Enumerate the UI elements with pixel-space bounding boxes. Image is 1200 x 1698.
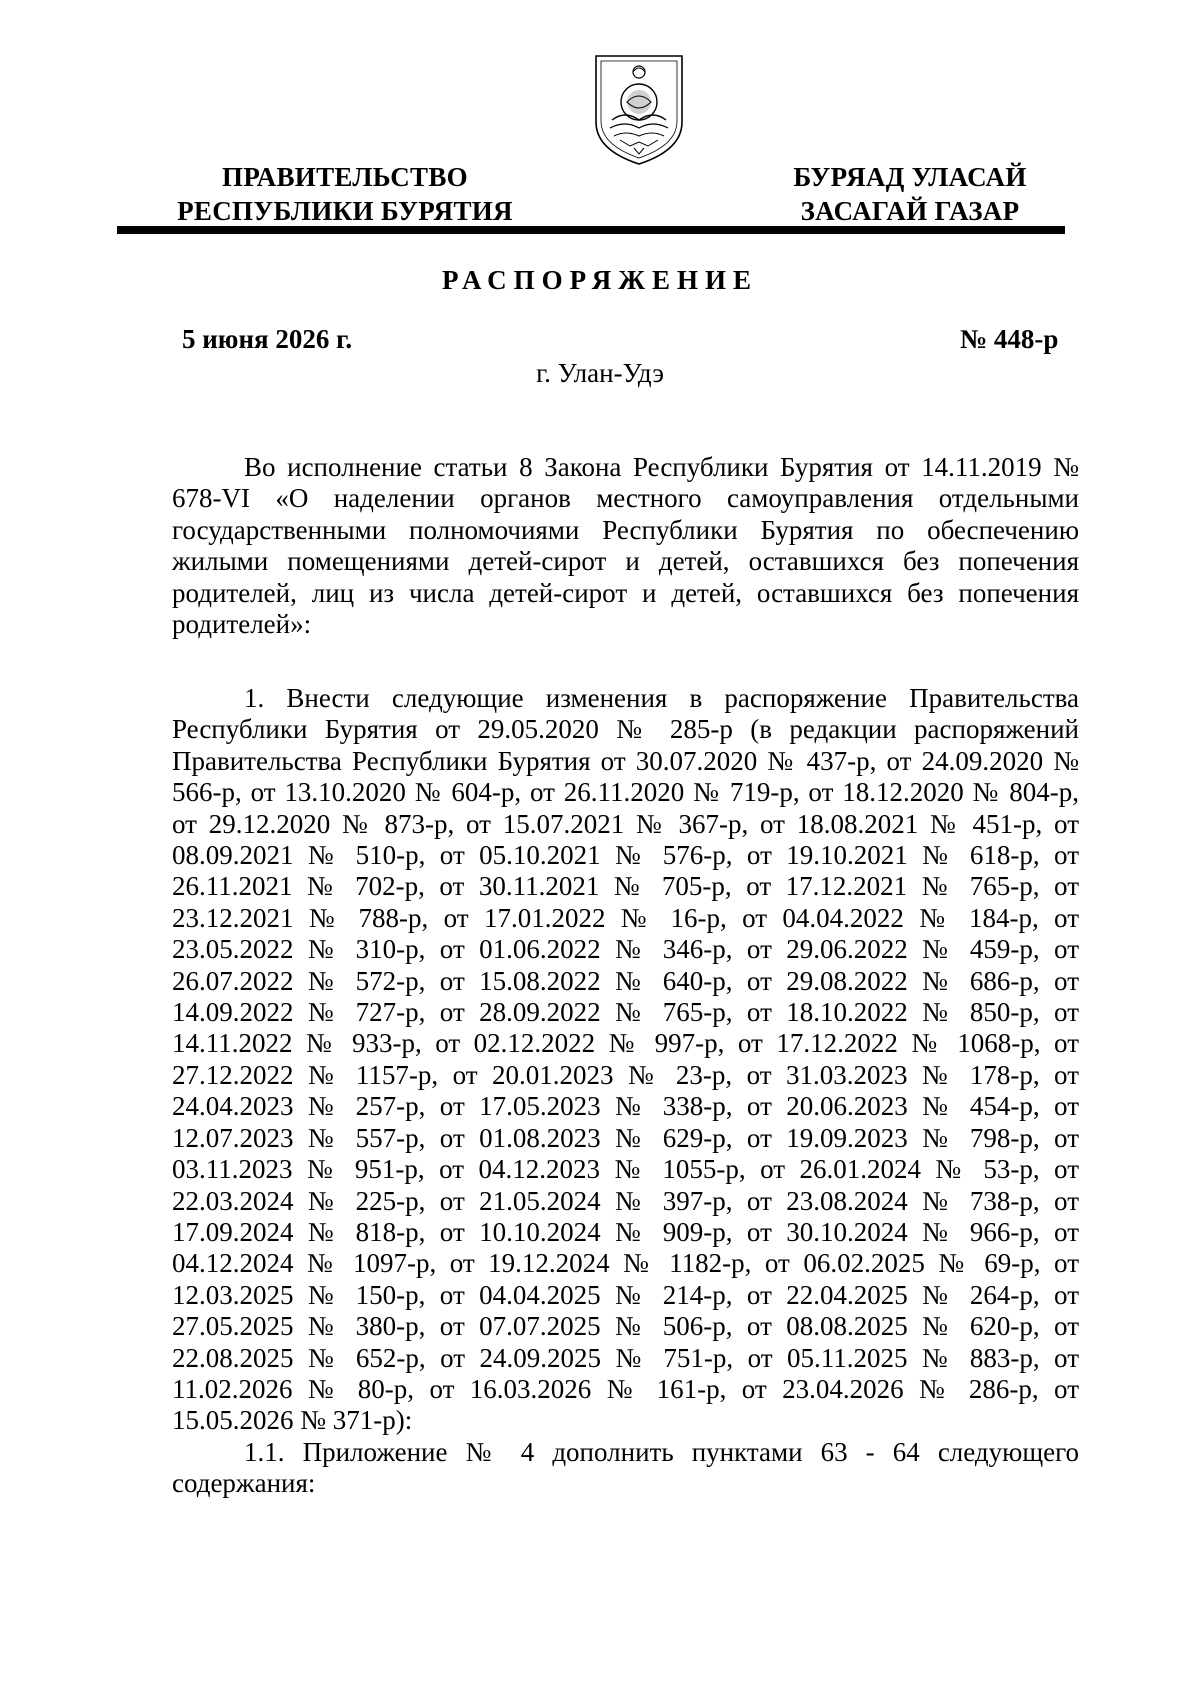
org-name-buryat-line2: ЗАСАГАЙ ГАЗАР <box>800 196 1020 226</box>
header-divider <box>117 226 1065 234</box>
document-city: г. Улан-Удэ <box>536 358 664 388</box>
document-date: 5 июня 2026 г. <box>182 324 353 354</box>
item-1-paragraph: 1. Внести следующие изменения в распоряжение Правительства Республики Бурятия от 29.05.2020 № 285-р (в редакции распоряжений Правительства Республики Бурятия от 30.07.2020 № 437-р, от 24.09.2020 № 566-р, от 13.10.2020 № 604-р, от 26.11.2020 № 719-р, от 18.12.2020 № 804-р, от 29.12.2020 № 873-р, от 15.07.2021 № 367-р, от 18.08.2021 № 451-р, от 08.09.2021 № 510-р, от 05.10.2021 № 576-р, от 19.10.2021 № 618-р, от 26.11.2021 № 702-р, от 30.11.2021 № 705-р, от 17.12.2021 № 765-р, от 23.12.2021 № 788-р, от 17.01.2022 № 16-р, от 04.04.2022 № 184-р, от 23.05.2022 № 310-р, от 01.06.2022 № 346-р, от 29.06.2022 № 459-р, от 26.07.2022 № 572-р, от 15.08.2022 № 640-р, от 29.08.2022 № 686-р, от 14.09.2022 № 727-р, от 28.09.2022 № 765-р, от 18.10.2022 № 850-р, от 14.11.2022 № 933-р, от 02.12.2022 № 997-р, от 17.12.2022 № 1068-р, от 27.12.2022 № 1157-р, от 20.01.2023 № 23-р, от 31.03.2023 № 178-р, от 24.04.2023 № 257-р, от 17.05.2023 № 338-р, от 20.06.2023 № 454-р, от 12.07.2023 № 557-р, от 01.08.2023 № 629-р, от 19.09.2023 № 798-р, от 03.11.2023 № 951-р, от 04.12.2023 № 1055-р, от 26.01.2024 № 53-р, от 22.03.2024 № 225-р, от 21.05.2024 № 397-р, от 23.08.2024 № 738-р, от 17.09.2024 № 818-р, от 10.10.2024 № 909-р, от 30.10.2024 № 966-р, от 04.12.2024 № 1097-р, от 19.12.2024 № 1182-р, от 06.02.2025 № 69-р, от 12.03.2025 № 150-р, от 04.04.2025 № 214-р, от 22.04.2025 № 264-р, от 27.05.2025 № 380-р, от 07.07.2025 № 506-р, от 08.08.2025 № 620-р, от 22.08.2025 № 652-р, от 24.09.2025 № 751-р, от 05.11.2025 № 883-р, от 11.02.2026 № 80-р, от 16.03.2026 № 161-р, от 23.04.2026 № 286-р, от 15.05.2026 № 371-р): <box>172 683 1079 1436</box>
org-name-russian <box>150 160 540 228</box>
coat-of-arms-emblem-icon <box>590 50 688 168</box>
item-1-1-paragraph: 1.1. Приложение № 4 дополнить пунктами 63 - 64 следующего содержания: <box>172 1436 1079 1499</box>
document-number: № 448-р <box>960 324 1059 354</box>
org-name-buryat <box>760 160 1060 228</box>
preamble-paragraph: Во исполнение статьи 8 Закона Республики Бурятия от 14.11.2019 № 678-VI «О наделении органов местного самоуправления отдельными государственными полномочиями Республики Бурятия по обеспечению жилыми помещениями детей-сирот и детей, оставшихся без попечения родителей, лиц из числа детей-сирот и детей, оставшихся без попечения родителей»: <box>172 452 1079 640</box>
items-section <box>172 683 1079 1500</box>
org-name-russian-line1: ПРАВИТЕЛЬСТВО <box>222 162 468 192</box>
document-type-title: РАСПОРЯЖЕНИЕ <box>441 265 759 295</box>
org-name-buryat-line1: БУРЯАД УЛАСАЙ <box>793 162 1027 192</box>
org-name-russian-line2: РЕСПУБЛИКИ БУРЯТИЯ <box>177 196 513 226</box>
preamble-section <box>172 452 1079 640</box>
